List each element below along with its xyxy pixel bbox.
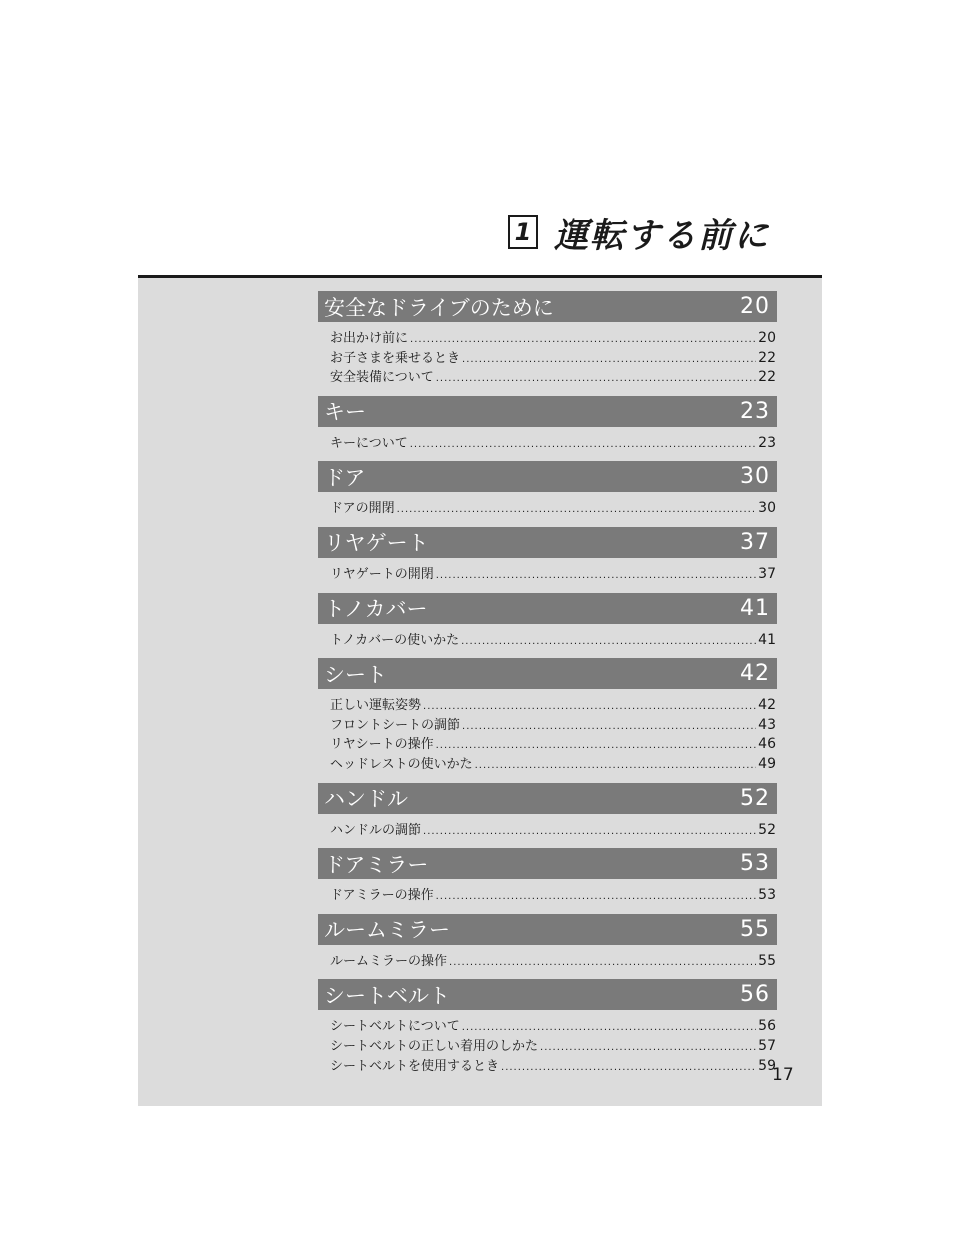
section-header[interactable]	[318, 658, 777, 689]
entry-page: 23	[758, 434, 776, 451]
dot-leader	[423, 701, 756, 712]
toc-entry[interactable]	[318, 884, 777, 904]
toc-entry[interactable]	[318, 347, 777, 367]
toc-section-rear-gate	[318, 527, 777, 583]
entry-page: 37	[758, 565, 776, 582]
section-header[interactable]	[318, 783, 777, 814]
entry-label: キーについて	[330, 435, 408, 451]
section-header[interactable]	[318, 593, 777, 624]
section-page: 56	[740, 982, 770, 1008]
entry-page: 30	[758, 500, 776, 517]
entry-page: 52	[758, 821, 776, 838]
toc-section-seat	[318, 658, 777, 772]
entry-label: ドアミラーの操作	[330, 888, 434, 904]
entry-label: お子さまを乗せるとき	[330, 350, 461, 366]
table-of-contents	[318, 291, 777, 1084]
entry-page: 59	[758, 1057, 776, 1074]
entry-page: 49	[758, 755, 776, 772]
toc-entry[interactable]	[318, 327, 777, 347]
section-title: ルームミラー	[324, 918, 450, 943]
entry-label: リヤシートの操作	[330, 737, 434, 753]
toc-section-door-mirror	[318, 848, 777, 904]
chapter-title: 運転する前に	[554, 215, 770, 256]
section-page: 23	[740, 398, 770, 424]
section-header[interactable]	[318, 396, 777, 427]
toc-section-safe-driving	[318, 291, 777, 386]
section-page: 52	[740, 785, 770, 811]
section-page: 55	[740, 916, 770, 942]
section-page: 37	[740, 529, 770, 555]
section-page: 30	[740, 464, 770, 490]
section-header[interactable]	[318, 848, 777, 879]
section-header[interactable]	[318, 914, 777, 945]
section-page: 20	[740, 294, 770, 319]
toc-entry[interactable]	[318, 753, 777, 773]
contents-panel	[138, 278, 822, 1106]
toc-section-room-mirror	[318, 914, 777, 970]
toc-entry[interactable]	[318, 1015, 777, 1035]
entry-page: 53	[758, 887, 776, 904]
toc-entry[interactable]	[318, 563, 777, 583]
dot-leader	[475, 760, 757, 771]
entry-label: トノカバーの使いかた	[330, 632, 460, 648]
chapter-number-box: 1	[508, 215, 538, 249]
dot-leader	[436, 740, 757, 751]
dot-leader	[410, 334, 756, 345]
toc-entry[interactable]	[318, 629, 777, 649]
dot-leader	[501, 1062, 756, 1073]
dot-leader	[436, 570, 756, 581]
entry-label: リヤゲートの開閉	[330, 566, 434, 582]
section-header[interactable]	[318, 461, 777, 492]
section-title: ハンドル	[324, 787, 408, 812]
entry-page: 22	[758, 349, 776, 366]
toc-entry[interactable]	[318, 1055, 777, 1075]
section-title: ドアミラー	[324, 852, 429, 877]
toc-entry[interactable]	[318, 366, 777, 386]
entry-label: シートベルトを使用するとき	[330, 1058, 500, 1074]
section-page: 42	[740, 661, 770, 687]
entry-page: 43	[758, 716, 776, 733]
toc-entry[interactable]	[318, 694, 777, 714]
toc-entry[interactable]	[318, 733, 777, 753]
toc-entry[interactable]	[318, 819, 777, 839]
toc-entry[interactable]	[318, 497, 777, 517]
section-header[interactable]	[318, 527, 777, 558]
entry-page: 41	[758, 631, 776, 648]
toc-section-steering	[318, 783, 777, 839]
section-title: シートベルト	[324, 983, 450, 1008]
entry-page: 22	[758, 369, 776, 386]
dot-leader	[397, 504, 757, 515]
section-header[interactable]	[318, 979, 777, 1010]
toc-entry[interactable]	[318, 950, 777, 970]
section-title: トノカバー	[324, 597, 428, 622]
entry-label: フロントシートの調節	[330, 717, 461, 733]
entry-page: 20	[758, 330, 776, 346]
toc-section-key	[318, 396, 777, 452]
dot-leader	[410, 439, 756, 450]
chapter-heading	[508, 208, 770, 256]
entry-label: シートベルトの正しい着用のしかた	[330, 1038, 539, 1054]
entry-label: ハンドルの調節	[330, 822, 422, 838]
entry-page: 42	[758, 697, 776, 714]
entry-label: 正しい運転姿勢	[330, 698, 422, 714]
entry-label: ドアの開閉	[330, 501, 395, 517]
dot-leader	[462, 1022, 756, 1033]
dot-leader	[462, 721, 756, 732]
entry-page: 46	[758, 736, 776, 753]
dot-leader	[461, 636, 756, 647]
dot-leader	[423, 826, 756, 837]
toc-entry[interactable]	[318, 1035, 777, 1055]
dot-leader	[449, 957, 756, 968]
entry-label: お出かけ前に	[330, 331, 409, 346]
entry-page: 56	[758, 1018, 776, 1035]
section-title: 安全なドライブのために	[324, 295, 554, 320]
section-header[interactable]	[318, 291, 777, 322]
section-page: 53	[740, 851, 770, 877]
dot-leader	[436, 891, 757, 902]
toc-entry[interactable]	[318, 432, 777, 452]
entry-label: 安全装備について	[330, 370, 434, 386]
entry-page: 55	[758, 952, 776, 969]
entry-page: 57	[758, 1037, 776, 1054]
section-title: ドア	[324, 465, 366, 490]
toc-entry[interactable]	[318, 714, 777, 734]
toc-section-seatbelt	[318, 979, 777, 1074]
entry-label: ヘッドレストの使いかた	[330, 756, 473, 772]
section-page: 41	[740, 595, 770, 621]
toc-section-door	[318, 461, 777, 517]
page-number: 17	[772, 1065, 794, 1085]
dot-leader	[462, 354, 756, 365]
dot-leader	[436, 373, 756, 384]
entry-label: ルームミラーの操作	[330, 953, 448, 969]
section-title: シート	[324, 662, 387, 687]
section-title: キー	[324, 400, 366, 425]
entry-label: シートベルトについて	[330, 1019, 460, 1035]
section-title: リヤゲート	[324, 531, 429, 556]
dot-leader	[540, 1042, 756, 1053]
toc-section-tonneau-cover	[318, 593, 777, 649]
